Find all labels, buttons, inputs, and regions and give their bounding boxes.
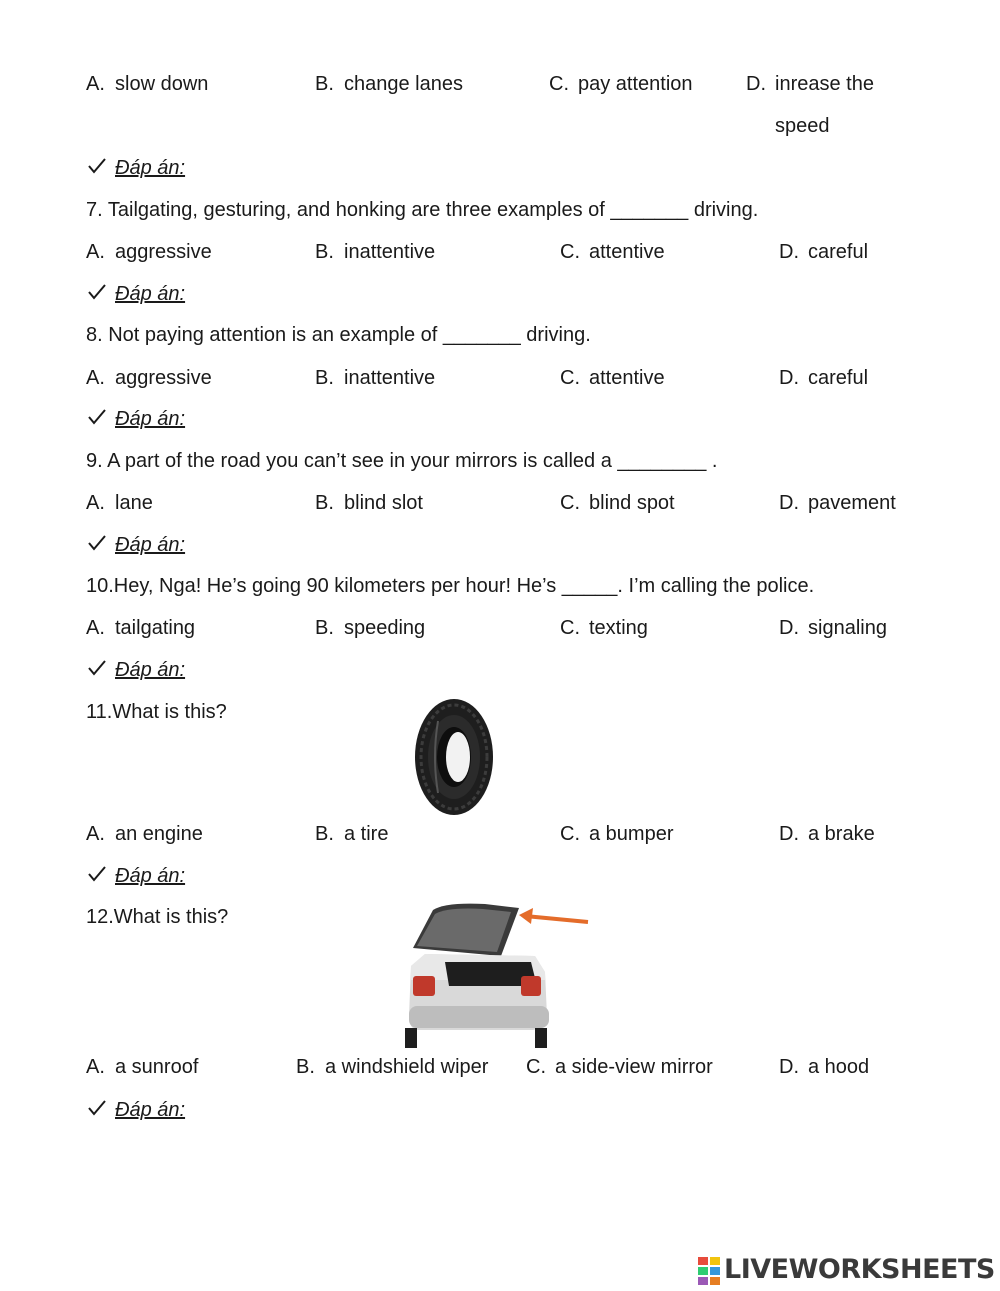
q7-option-b[interactable]: B. inattentive	[315, 241, 436, 263]
q10-option-d[interactable]: D. signaling	[779, 617, 887, 639]
tire-image	[378, 696, 526, 818]
check-icon	[86, 1097, 108, 1119]
q12-option-a[interactable]: A. a sunroof	[86, 1056, 199, 1078]
q6-option-c[interactable]: C. pay attention	[549, 73, 693, 95]
q7-option-d[interactable]: D. careful	[779, 241, 869, 263]
brand-name[interactable]: LIVEWORKSHEETS	[724, 1254, 995, 1285]
q10-answer-label: Đáp án:	[115, 659, 186, 681]
q10-option-c[interactable]: C. texting	[560, 617, 648, 639]
q10-option-b[interactable]: B. speeding	[315, 617, 426, 639]
q8-option-b[interactable]: B. inattentive	[315, 367, 436, 389]
q7-option-c[interactable]: C. attentive	[560, 241, 665, 263]
q12-answer-label: Đáp án:	[115, 1099, 186, 1121]
q6-option-b[interactable]: B. change lanes	[315, 73, 463, 95]
q9-option-b[interactable]: B. blind slot	[315, 492, 423, 514]
q9-answer-label: Đáp án:	[115, 534, 186, 556]
q6-option-d[interactable]: D. inrease the	[746, 73, 874, 95]
q7-question: 7. Tailgating, gesturing, and honking are three examples of _______ driving.	[86, 199, 759, 221]
check-icon	[86, 863, 108, 885]
q6-option-a[interactable]: A. slow down	[86, 73, 209, 95]
car-trunk-image	[405, 896, 595, 1048]
q7-option-a[interactable]: A. aggressive	[86, 241, 212, 263]
q9-option-c[interactable]: C. blind spot	[560, 492, 675, 514]
q9-option-a[interactable]: A. lane	[86, 492, 153, 514]
q11-option-c[interactable]: C. a bumper	[560, 823, 674, 845]
q10-option-a[interactable]: A. tailgating	[86, 617, 196, 639]
q9-question: 9. A part of the road you can’t see in your mirrors is called a ________ .	[86, 450, 718, 472]
q8-option-c[interactable]: C. attentive	[560, 367, 665, 389]
check-icon	[86, 281, 108, 303]
q12-option-b[interactable]: B. a windshield wiper	[296, 1056, 489, 1078]
q7-answer-label: Đáp án:	[115, 283, 186, 305]
q8-answer-label: Đáp án:	[115, 408, 186, 430]
q12-question: 12.What is this?	[86, 906, 229, 928]
q11-option-b[interactable]: B. a tire	[315, 823, 389, 845]
q11-option-d[interactable]: D. a brake	[779, 823, 875, 845]
q8-option-a[interactable]: A. aggressive	[86, 367, 212, 389]
q12-option-d[interactable]: D. a hood	[779, 1056, 870, 1078]
q11-answer-label: Đáp án:	[115, 865, 186, 887]
q6-option-d-continued: speed	[775, 115, 830, 137]
q12-option-c[interactable]: C. a side-view mirror	[526, 1056, 713, 1078]
liveworksheets-logo-icon	[698, 1255, 722, 1285]
q11-question: 11.What is this?	[86, 701, 227, 723]
q6-answer-label: Đáp án:	[115, 157, 186, 179]
q8-option-d[interactable]: D. careful	[779, 367, 869, 389]
check-icon	[86, 532, 108, 554]
check-icon	[86, 155, 108, 177]
check-icon	[86, 657, 108, 679]
check-icon	[86, 406, 108, 428]
q9-option-d[interactable]: D. pavement	[779, 492, 896, 514]
q11-option-a[interactable]: A. an engine	[86, 823, 203, 845]
q8-question: 8. Not paying attention is an example of _______ driving.	[86, 324, 591, 346]
q10-question: 10.Hey, Nga! He’s going 90 kilometers per hour! He’s _____. I’m calling the police.	[86, 575, 815, 597]
